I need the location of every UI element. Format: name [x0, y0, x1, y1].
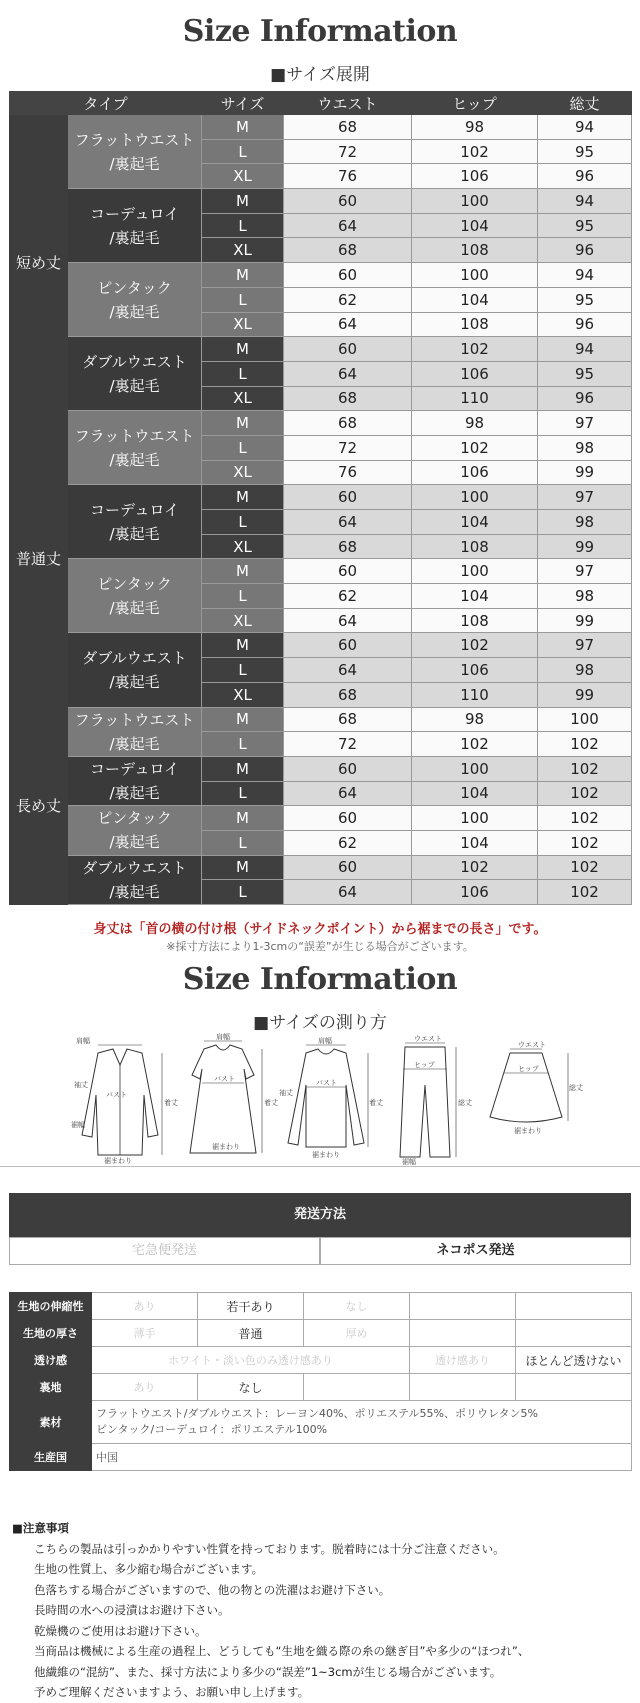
dress-length-label: 着丈 [264, 1099, 278, 1107]
lining-empty-1 [304, 1374, 410, 1401]
waist-cell: 64 [284, 608, 412, 633]
size-cell: M [202, 707, 284, 732]
size-cell: L [202, 287, 284, 312]
care-note-item: 乾燥機のご使用はお避け下さい。 [34, 1623, 207, 1638]
pants-waist-label: ウエスト [414, 1035, 442, 1043]
lining-empty-3 [516, 1374, 632, 1401]
waist-cell: 72 [284, 435, 412, 460]
care-note-item: 生地の性質上、多少縮む場合がございます。 [34, 1562, 264, 1576]
length-cell: 97 [538, 559, 632, 584]
waist-cell: 60 [284, 806, 412, 831]
type-name: ピンタック /裏起毛 [68, 806, 202, 855]
lining-empty-2 [410, 1374, 516, 1401]
measurement-error-note: ※採寸方法により1-3cmの“誤差”が生じる場合がございます。 [166, 940, 474, 953]
type-name: フラットウエスト /裏起毛 [68, 707, 202, 756]
size-cell: L [202, 213, 284, 238]
size-chart-header-row [10, 92, 632, 115]
size-cell: M [202, 855, 284, 880]
size-cell: XL [202, 534, 284, 559]
pants-total-length-label: 総丈 [458, 1099, 472, 1107]
size-row [10, 855, 632, 880]
waist-cell: 64 [284, 880, 412, 905]
sheer-light-colors: ホワイト・淡い色のみ透け感あり [92, 1347, 410, 1374]
shipping-header: 発送方法 [9, 1193, 631, 1237]
size-cell: L [202, 139, 284, 164]
size-row [10, 115, 632, 140]
hip-cell: 100 [412, 189, 538, 214]
size-cell: XL [202, 386, 284, 411]
fabric-label-stretch: 生地の伸縮性 [10, 1293, 92, 1320]
size-cell: M [202, 263, 284, 288]
care-note-item: 他繊維の“混紡”、また、採寸方法により多少の“誤差”1~3cmが生じる場合がございます。 [34, 1664, 502, 1679]
hip-cell: 106 [412, 164, 538, 189]
length-category: 短め丈 [10, 115, 68, 411]
size-cell: XL [202, 312, 284, 337]
size-row [10, 756, 632, 781]
waist-cell: 68 [284, 386, 412, 411]
size-cell: L [202, 435, 284, 460]
waist-cell: 64 [284, 213, 412, 238]
hip-cell: 102 [412, 732, 538, 757]
dress-diagram [176, 1033, 278, 1165]
waist-cell: 60 [284, 337, 412, 362]
coat-sleeve-label: 袖丈 [74, 1081, 88, 1089]
length-cell: 102 [538, 830, 632, 855]
pants-hip-label: ヒップ [414, 1061, 435, 1069]
thickness-thin: 薄手 [92, 1320, 198, 1347]
hip-cell: 106 [412, 658, 538, 683]
hip-cell: 110 [412, 386, 538, 411]
hip-cell: 106 [412, 880, 538, 905]
size-cell: XL [202, 238, 284, 263]
thickness-empty-2 [516, 1320, 632, 1347]
size-cell: M [202, 115, 284, 140]
coat-sleeve-hem-label: 裾幅 [71, 1121, 85, 1129]
size-row [10, 411, 632, 436]
fabric-row-sheerness [10, 1347, 632, 1374]
type-name: コーデュロイ /裏起毛 [68, 485, 202, 559]
thickness-empty-1 [410, 1320, 516, 1347]
lining-yes: あり [92, 1374, 198, 1401]
type-name: フラットウエスト /裏起毛 [68, 411, 202, 485]
length-cell: 98 [538, 584, 632, 609]
hip-cell: 100 [412, 559, 538, 584]
pants-diagram [380, 1035, 470, 1165]
sheer-barely: ほとんど透けない [516, 1347, 632, 1374]
material-value [92, 1401, 632, 1444]
care-note-item: 色落ちする場合がございますので、他の物との洗濯はお避け下さい。 [34, 1582, 391, 1597]
fabric-label-sheerness: 透け感 [10, 1347, 92, 1374]
dress-hem-label: 裾まわり [212, 1143, 240, 1151]
skirt-hem-label: 裾まわり [514, 1127, 542, 1135]
header-waist: ウエスト [284, 92, 412, 115]
waist-cell: 62 [284, 584, 412, 609]
length-cell: 102 [538, 781, 632, 806]
waist-cell: 68 [284, 707, 412, 732]
hip-cell: 100 [412, 263, 538, 288]
material-line-2: ピンタック/コーデュロイ：ポリエステル100% [96, 1423, 328, 1436]
care-notes-heading: ■注意事項 [12, 1521, 69, 1535]
length-cell: 97 [538, 411, 632, 436]
length-category: 長め丈 [10, 707, 68, 905]
size-cell: M [202, 806, 284, 831]
hip-cell: 100 [412, 756, 538, 781]
coat-bust-label: バスト [106, 1091, 127, 1099]
hip-cell: 104 [412, 287, 538, 312]
waist-cell: 76 [284, 164, 412, 189]
length-category: 普通丈 [10, 411, 68, 707]
size-cell: L [202, 584, 284, 609]
thickness-normal: 普通 [198, 1320, 304, 1347]
length-cell: 94 [538, 337, 632, 362]
fabric-row-material [10, 1401, 632, 1444]
type-name: コーデュロイ /裏起毛 [68, 189, 202, 263]
hip-cell: 102 [412, 633, 538, 658]
type-name: コーデュロイ /裏起毛 [68, 756, 202, 805]
fabric-row-origin [10, 1444, 632, 1471]
waist-cell: 64 [284, 781, 412, 806]
stretch-empty-2 [516, 1293, 632, 1320]
measurement-diagrams [68, 1033, 583, 1166]
size-row [10, 337, 632, 362]
thickness-thick: 厚め [304, 1320, 410, 1347]
length-cell: 102 [538, 756, 632, 781]
stretch-empty-1 [410, 1293, 516, 1320]
size-cell: M [202, 756, 284, 781]
hip-cell: 102 [412, 435, 538, 460]
care-notes [12, 1518, 632, 1703]
size-chart-subtitle: ■サイズ展開 [270, 65, 370, 85]
material-line-1: フラットウエスト/ダブルウエスト：レーヨン40%、ポリエステル55%、ポリウレタン5% [96, 1407, 538, 1420]
size-cell: L [202, 361, 284, 386]
length-cell: 95 [538, 361, 632, 386]
size-cell: M [202, 559, 284, 584]
length-cell: 102 [538, 732, 632, 757]
hip-cell: 102 [412, 855, 538, 880]
measure-title: Size Information [182, 962, 458, 997]
hip-cell: 104 [412, 213, 538, 238]
waist-cell: 62 [284, 287, 412, 312]
length-cell: 99 [538, 460, 632, 485]
fabric-row-thickness [10, 1320, 632, 1347]
size-row [10, 485, 632, 510]
waist-cell: 64 [284, 312, 412, 337]
length-cell: 98 [538, 435, 632, 460]
size-cell: XL [202, 164, 284, 189]
size-chart-table [9, 91, 632, 905]
shipping-options [9, 1237, 631, 1265]
top-bust-label: バスト [316, 1079, 337, 1087]
care-note-item: 予めご理解くださいますよう、お願い申し上げます。 [34, 1685, 310, 1699]
waist-cell: 60 [284, 855, 412, 880]
size-row [10, 806, 632, 831]
waist-cell: 60 [284, 756, 412, 781]
hip-cell: 104 [412, 584, 538, 609]
dress-bust-label: バスト [214, 1075, 235, 1083]
care-note-item: 長時間の水への浸漬はお避け下さい。 [34, 1603, 230, 1617]
length-cell: 102 [538, 806, 632, 831]
type-name: ピンタック /裏起毛 [68, 559, 202, 633]
hip-cell: 106 [412, 460, 538, 485]
care-note-item: 当商品は機械による生産の過程上、どうしても“生地を織る際の糸の継ぎ目”や多少の“ほつれ”、 [34, 1644, 530, 1658]
hip-cell: 100 [412, 485, 538, 510]
size-cell: L [202, 880, 284, 905]
size-row [10, 559, 632, 584]
header-size: サイズ [202, 92, 284, 115]
hip-cell: 102 [412, 139, 538, 164]
size-row [10, 263, 632, 288]
length-cell: 98 [538, 658, 632, 683]
type-name: ピンタック /裏起毛 [68, 263, 202, 337]
dress-shoulder-label: 肩幅 [216, 1033, 230, 1041]
size-cell: XL [202, 608, 284, 633]
stretch-yes: あり [92, 1293, 198, 1320]
hip-cell: 98 [412, 411, 538, 436]
length-cell: 96 [538, 164, 632, 189]
size-cell: L [202, 732, 284, 757]
size-info-title: Size Information [182, 14, 458, 49]
size-cell: M [202, 337, 284, 362]
length-cell: 97 [538, 633, 632, 658]
skirt-diagram [476, 1035, 583, 1165]
size-row [10, 707, 632, 732]
length-cell: 102 [538, 880, 632, 905]
skirt-waist-label: ウエスト [518, 1041, 546, 1049]
hip-cell: 104 [412, 830, 538, 855]
fabric-label-lining: 裏地 [10, 1374, 92, 1401]
shipping-option-nekopos: ネコポス発送 [320, 1237, 631, 1265]
waist-cell: 60 [284, 189, 412, 214]
skirt-hip-label: ヒップ [518, 1065, 539, 1073]
length-cell: 102 [538, 855, 632, 880]
coat-hem-label: 裾まわり [104, 1157, 132, 1165]
size-cell: L [202, 510, 284, 535]
hip-cell: 98 [412, 115, 538, 140]
header-type: タイプ [10, 92, 202, 115]
length-cell: 99 [538, 682, 632, 707]
length-cell: 96 [538, 238, 632, 263]
waist-cell: 68 [284, 534, 412, 559]
type-name: ダブルウエスト /裏起毛 [68, 633, 202, 707]
hip-cell: 104 [412, 781, 538, 806]
waist-cell: 68 [284, 411, 412, 436]
hip-cell: 106 [412, 361, 538, 386]
waist-cell: 68 [284, 115, 412, 140]
type-name: フラットウエスト /裏起毛 [68, 115, 202, 189]
top-sleeve-label: 袖丈 [279, 1089, 293, 1097]
hip-cell: 108 [412, 238, 538, 263]
lining-no: なし [198, 1374, 304, 1401]
waist-cell: 64 [284, 658, 412, 683]
length-cell: 95 [538, 213, 632, 238]
size-cell: XL [202, 460, 284, 485]
waist-cell: 62 [284, 830, 412, 855]
header-hip: ヒップ [412, 92, 538, 115]
type-name: ダブルウエスト /裏起毛 [68, 337, 202, 411]
waist-cell: 60 [284, 263, 412, 288]
waist-cell: 72 [284, 139, 412, 164]
length-cell: 94 [538, 115, 632, 140]
fabric-info-table [9, 1292, 632, 1471]
fabric-label-thickness: 生地の厚さ [10, 1320, 92, 1347]
fabric-row-lining [10, 1374, 632, 1401]
measure-subtitle: ■サイズの測り方 [253, 1013, 387, 1033]
stretch-no: なし [304, 1293, 410, 1320]
length-cell: 95 [538, 287, 632, 312]
waist-cell: 64 [284, 510, 412, 535]
length-cell: 96 [538, 386, 632, 411]
length-cell: 95 [538, 139, 632, 164]
hip-cell: 104 [412, 510, 538, 535]
size-cell: L [202, 781, 284, 806]
waist-cell: 60 [284, 485, 412, 510]
hip-cell: 98 [412, 707, 538, 732]
size-cell: L [202, 658, 284, 683]
type-name: ダブルウエスト /裏起毛 [68, 855, 202, 904]
waist-cell: 68 [284, 682, 412, 707]
coat-diagram [68, 1035, 178, 1165]
fabric-label-material: 素材 [10, 1401, 92, 1444]
hip-cell: 100 [412, 806, 538, 831]
waist-cell: 76 [284, 460, 412, 485]
length-cell: 100 [538, 707, 632, 732]
waist-cell: 72 [284, 732, 412, 757]
waist-cell: 64 [284, 361, 412, 386]
length-cell: 94 [538, 263, 632, 288]
length-cell: 96 [538, 312, 632, 337]
length-cell: 98 [538, 510, 632, 535]
size-cell: M [202, 485, 284, 510]
pants-hem-label: 裾幅 [402, 1158, 416, 1166]
length-cell: 97 [538, 485, 632, 510]
size-cell: M [202, 633, 284, 658]
size-cell: L [202, 830, 284, 855]
size-row [10, 633, 632, 658]
waist-cell: 60 [284, 559, 412, 584]
top-hem-label: 裾まわり [312, 1151, 340, 1159]
size-cell: M [202, 411, 284, 436]
coat-shoulder-label: 肩幅 [76, 1037, 90, 1045]
care-note-item: こちらの製品は引っかかりやすい性質を持っております。脱着時には十分ご注意ください。 [34, 1541, 505, 1556]
origin-value: 中国 [92, 1444, 632, 1471]
coat-length-label: 着丈 [164, 1099, 178, 1107]
waist-cell: 60 [284, 633, 412, 658]
hip-cell: 102 [412, 337, 538, 362]
stretch-slight: 若干あり [198, 1293, 304, 1320]
size-cell: XL [202, 682, 284, 707]
length-definition-note: 身丈は「首の横の付け根（サイドネックポイント）から裾までの長さ」です。 [93, 922, 547, 937]
hip-cell: 108 [412, 534, 538, 559]
hip-cell: 108 [412, 608, 538, 633]
header-total-length: 総丈 [538, 92, 632, 115]
length-cell: 99 [538, 534, 632, 559]
size-cell: M [202, 189, 284, 214]
length-cell: 99 [538, 608, 632, 633]
top-shoulder-label: 肩幅 [318, 1037, 332, 1045]
sheer-yes: 透け感あり [410, 1347, 516, 1374]
fabric-label-origin: 生産国 [10, 1444, 92, 1471]
hip-cell: 110 [412, 682, 538, 707]
length-cell: 94 [538, 189, 632, 214]
top-diagram [276, 1035, 383, 1165]
hip-cell: 108 [412, 312, 538, 337]
size-row [10, 189, 632, 214]
waist-cell: 68 [284, 238, 412, 263]
fabric-row-stretch [10, 1293, 632, 1320]
skirt-total-length-label: 総丈 [569, 1084, 583, 1092]
top-length-label: 着丈 [369, 1099, 383, 1107]
shipping-option-takkyubin: 宅急便発送 [9, 1237, 320, 1265]
section-divider [0, 1166, 640, 1167]
